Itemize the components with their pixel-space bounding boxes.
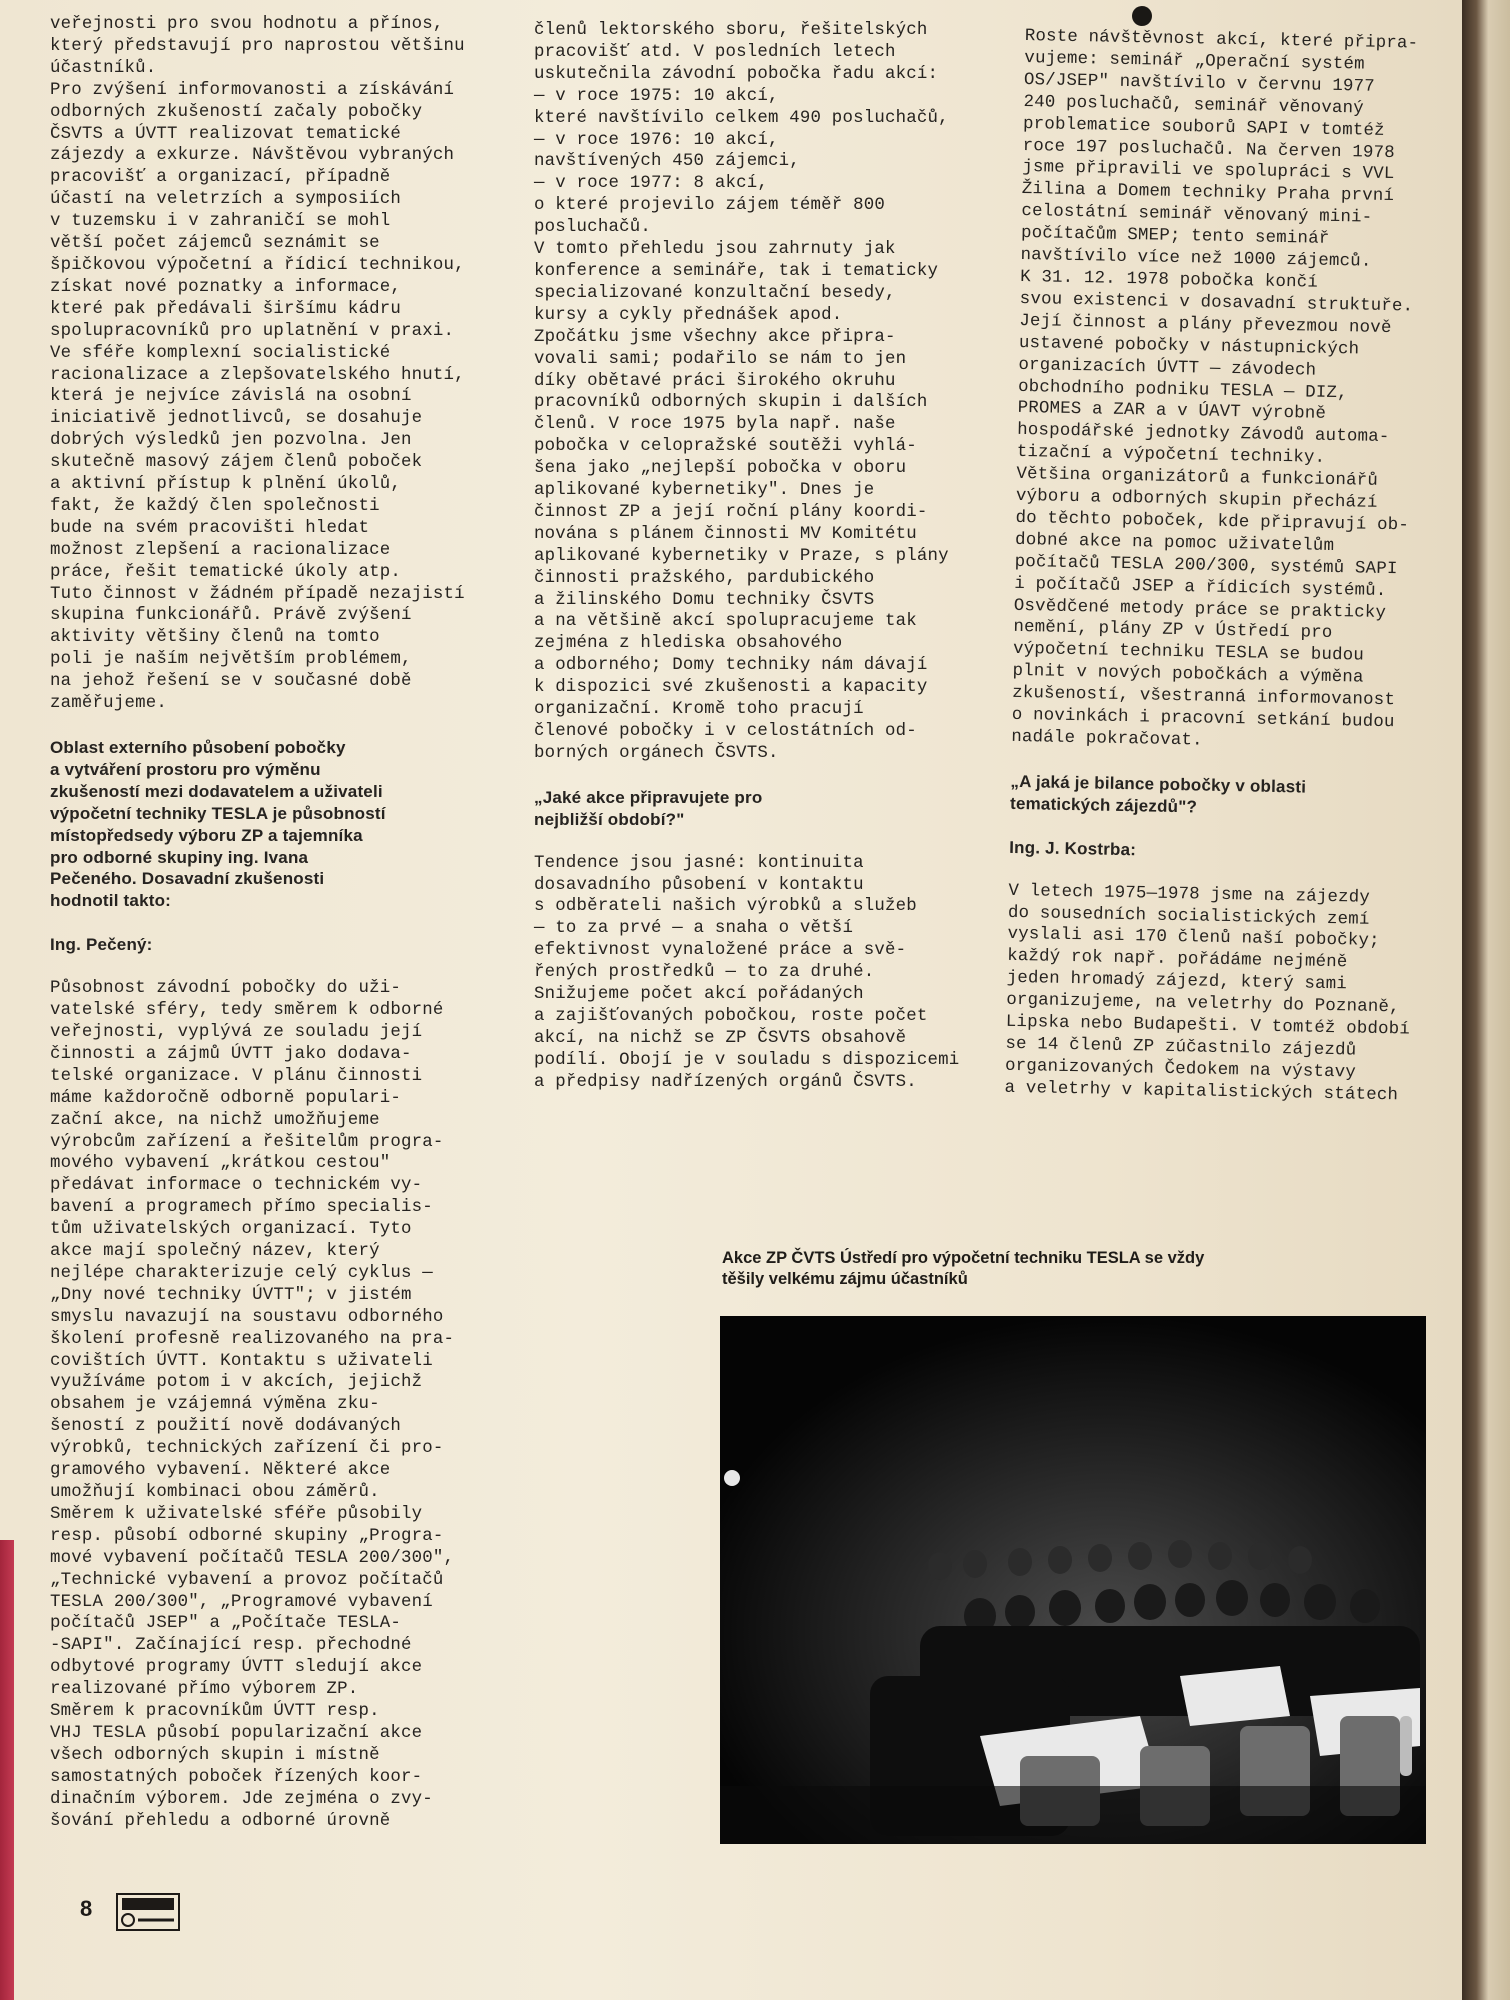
cover-edge — [0, 1540, 14, 2000]
page-curl — [1462, 0, 1510, 2000]
uvtt-tesla-logo — [116, 1893, 180, 1931]
column1-paragraph-2: Působnost závodní pobočky do uži- vatelské sféry, tedy směrem k odborné veřejnosti, vyplývá ze souladu její činnosti a zájmů ÚVTT jako dodava- telské organizace. V plánu činnosti máme každoročně odborně populari- zační akce, na nichž umožňujeme výrobcům zařízení a řešitelům progra- mového vybavení „krátkou cestou" předávat informace o technickém vy- bavení a programech přímo specialis- tům uživatelských organizací. Tyto akce mají společný název, který nejlépe charakterizuje celý cyklus — „Dny nové techniky ÚVTT"; v jistém smyslu navazují na soustavu odborného školení profesně realizovaného na pra- covištích ÚVTT. Kontaktu s uživateli využíváme potom i v akcích, jejichž obsahem je vzájemná výměna zku- šeností z použití nově dodávaných výrobků, technických zařízení či pro- gramového vybavení. Některé akce umožňují kombinaci obou záměrů. Směrem k uživatelské sféře působily resp. působí odborné skupiny „Progra- mové vybavení počítačů TESLA 200/300", „Technické vybavení a provoz počítačů TESLA 200/300", „Programové vybavení počítačů JSEP" a „Počítače TESLA- -SAPI". Začínající resp. přechodné odbytové programy ÚVTT sledují akce realizované přímo výborem ZP. Směrem k pracovníkům ÚVTT resp. VHJ TESLA působí popularizační akce všech odborných skupin i místně samostatných poboček řízených koor- dinačním výborem. Jde zejména o zvy- šování přehledu a odborné úrovně — [50, 979, 455, 1831]
audience-photo-illustration — [720, 1316, 1426, 1844]
column2-paragraph-2: Tendence jsou jasné: kontinuita dosavadního působení v kontaktu s odběrateli našich výrobků a služeb — to za prvé — a snaha o větší efektivnost vynaložené práce a svě- řených prostředků — to za druhé. Snižujeme počet akcí pořádaných a zajišťovaných pobočkou, roste počet akcí, na nichž se ZP ČSVTS obsahově podílí. Obojí je v souladu s dispozicemi a předpisy nadřízených orgánů ČSVTS. — [534, 853, 960, 1092]
speaker-name-pecený: Ing. Pečený: — [50, 935, 153, 955]
column2-paragraph-1: členů lektorského sboru, řešitelských pracovišť atd. V posledních letech uskutečnila závodní pobočka řadu akcí: — v roce 1975: 10 akcí, které navštívilo celkem 490 posluchačů, — v roce 1976: 10 akcí, navštívených 450 zájemci, — v roce 1977: 8 akcí, o které projevilo zájem téměř 800 posluchačů. V tomto přehledu jsou zahrnuty jak konference a semináře, tak i tematicky specializované konzultační besedy, kursy a cykly přednášek apod. Zpočátku jsme všechny akce připra- vovali sami; podařilo se nám to jen díky obětavé práci širokého okruhu pracovníků odborných skupin i dalších členů. V roce 1975 byla např. naše pobočka v celopražské soutěži vyhlá- šena jako „nejlepší pobočka v oboru aplikované kybernetiky". Dnes je činnost ZP a její roční plány koordi- nována s plánem činnosti MV Komitétu aplikované kybernetiky v Praze, s plány činnosti pražského, pardubického a žilinského Domu techniky ČSVTS a na většině akcí spolupracujeme tak zejména z hlediska obsahového a odborného; Domy techniky nám dávají k dispozici své zkušenosti a kapacity organizační. Kromě toho pracují členové pobočky i v celostátních od- borných orgánech ČSVTS. — [534, 21, 949, 763]
ink-blot — [1132, 6, 1152, 26]
interview-question-1: „Jaké akce připravujete pro nejbližší období?" — [534, 787, 763, 829]
column3-paragraph-1: Roste návštěvnost akcí, které připra- vujeme: seminář „Operační systém OS/JSEP" navštívilo v červnu 1977 240 posluchačů, seminář věnovaný problematice souborů SAPI v tomtéž roce 197 posluchačů. Na červen 1978 jsme připravili ve spolupráci s VVL Žilina a Domem techniky Praha první celostátní seminář věnovaný mini- počítačům SMEP; tento seminář navštívilo více než 1000 zájemců. K 31. 12. 1978 pobočka končí svou existenci v dosavadní struktuře. Její činnost a plány převezmou nově ustavené pobočky v nástupnických organizacích ÚVTT — závodech obchodního podniku TESLA — DIZ, PROMES a ZAR a v ÚAVT výrobně hospodářské jednotky Závodů automa- tizační a výpočetní techniky. Většina organizátorů a funkcionářů výboru a odborných skupin přechází do těchto poboček, kde připravují ob- dobné akce na pomoc uživatelům počítačů TESLA 200/300, systémů SAPI i počítačů JSEP a řídicích systémů. Osvědčené metody práce se prakticky nemění, plány ZP v Ústředí pro výpočetní techniku TESLA se budou plnit v nových pobočkách a výměna zkušeností, všestranná informovanost o novinkách i pracovní setkání budou nadále pokračovat. — [1011, 26, 1419, 751]
photo-caption: Akce ZP ČVTS Ústředí pro výpočetní techniku TESLA se vždy těšily velkému zájmu účastníků — [722, 1249, 1205, 1288]
column3-paragraph-2: V letech 1975—1978 jsme na zájezdy do sousedních socialistických zemí vyslali asi 170 členů naší pobočky; každý rok např. pořádáme nejméně jeden hromadý zájezd, který sami organizujeme, na veletrhy do Poznaně, Lipska nebo Budapešti. V tomtéž období se 14 členů ZP zúčastnilo zájezdů organizovaných Čedokem na výstavy a veletrhy v kapitalistických státech — [1004, 881, 1411, 1106]
text-column-3 — [1004, 26, 1450, 1108]
interview-question-2: „A jaká je bilance pobočky v oblasti tematických zájezdů"? — [1009, 771, 1307, 817]
text-column-2 — [534, 20, 989, 1094]
speaker-name-kostrba: Ing. J. Kostrba: — [1009, 837, 1137, 860]
column1-paragraph-1: veřejnosti pro svou hodnotu a přínos, který představují pro naprostou většinu účastníků. Pro zvýšení informovanosti a získávání odborných zkušeností začaly pobočky ČSVTS a ÚVTT realizovat tematické zájezdy a exkurze. Návštěvou vybraných pracovišť a organizací, případně účastí na veletrzích a symposiích v tuzemsku i v zahraničí se mohl větší počet zájemců seznámit se špičkovou výpočetní a řídicí technikou, získat nové poznatky a informace, které pak předávali širšímu kádru spolupracovníků pro uplatnění v praxi. Ve sféře komplexní socialistické racionalizace a zlepšovatelského hnutí, která je nejvíce závislá na osobní iniciativě jednotlivců, se dosahuje dobrých výsledků jen pozvolna. Jen skutečně masový zájem členů poboček a aktivní přístup k plnění úkolů, fakt, že každý člen společnosti bude na svém pracovišti hledat možnost zlepšení a racionalizace práce, řešit tematické úkoly atp. Tuto činnost v žádném případě nezajistí skupina funkcionářů. Právě zvýšení aktivity většiny členů na tomto poli je naším největším problémem, na jehož řešení se v současné době zaměřujeme. — [50, 15, 465, 714]
event-photo — [720, 1316, 1426, 1844]
column1-section-heading: Oblast externího působení pobočky a vytváření prostoru pro výměnu zkušeností mezi dodavatelem a uživateli výpočetní techniky TESLA je působností místopředsedy výboru ZP a tajemníka pro odborné skupiny ing. Ivana Pečeného. Dosavadní zkušenosti hodnotil takto: — [50, 738, 386, 911]
text-column-1 — [50, 14, 498, 1833]
page-number: 8 — [80, 1896, 93, 1921]
